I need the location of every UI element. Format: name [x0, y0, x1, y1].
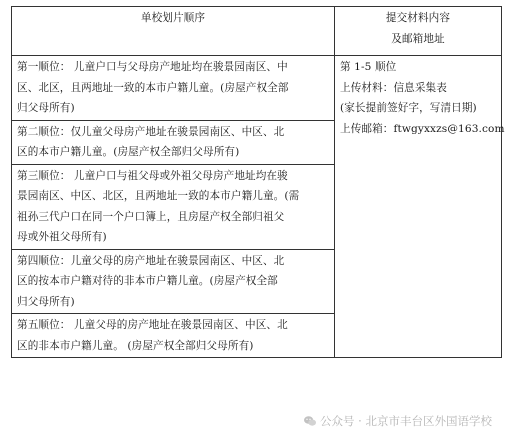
header-order: 单校划片顺序 — [12, 7, 335, 56]
wechat-watermark — [303, 413, 492, 429]
wechat-icon — [303, 414, 317, 428]
order-1-line: 第一顺位： 儿童户口与父母房产地址均在骏景园南区、中 — [17, 61, 288, 73]
materials-cell — [335, 56, 505, 358]
watermark-text: 公众号 · 北京市丰台区外国语学校 — [320, 414, 492, 428]
order-1-cell — [12, 56, 335, 121]
table-row-order-1 — [12, 56, 502, 121]
order-5-line: 第五顺位： 儿童父母的房产地址在骏景园南区、中区、北 — [17, 319, 288, 331]
order-4-line: 归父母所有) — [17, 295, 75, 308]
order-3-line: 景园南区、中区、北区，且两地址一致的本市户籍儿童。(需 — [17, 190, 300, 202]
materials-note: (家长提前签好字，写清日期) — [340, 102, 477, 114]
header-materials — [335, 7, 502, 56]
header-materials-line-2: 及邮箱地址 — [391, 32, 445, 45]
order-1-line: 区、北区，且两地址一致的本市户籍儿童。(房屋产权全部 — [17, 81, 289, 94]
order-4-line: 第四顺位：儿童父母的房产地址在骏景园南区、中区、北 — [17, 254, 285, 267]
order-1-line: 归父母所有) — [17, 102, 75, 114]
order-4-cell — [12, 249, 335, 314]
materials-order-range: 第 1-5 顺位 — [340, 61, 397, 73]
order-2-line: 区的本市户籍儿童。(房屋产权全部归父母所有) — [17, 146, 240, 158]
admission-order-table — [11, 6, 505, 358]
order-2-cell — [12, 120, 335, 164]
order-4-line: 区的按本市户籍对待的非本市户籍儿童。(房屋产权全部 — [17, 275, 278, 287]
order-3-line: 祖孙三代户口在同一个户口簿上，且房屋产权全部归祖父 — [17, 210, 285, 223]
header-materials-line-1: 提交材料内容 — [385, 12, 451, 24]
order-2-line: 第二顺位：仅儿童父母房产地址在骏景园南区、中区、北 — [17, 125, 285, 138]
table-header-row — [12, 7, 502, 56]
order-5-cell — [12, 314, 335, 358]
order-3-cell — [12, 164, 335, 249]
materials-upload-item: 上传材料：信息采集表 — [340, 81, 447, 94]
materials-upload-email: 上传邮箱：ftwgyxxzs@163.com — [340, 122, 505, 135]
order-3-line: 母或外祖父母所有) — [17, 231, 107, 243]
order-5-line: 区的非本市户籍儿童。 (房屋产权全部归父母所有) — [17, 339, 254, 352]
order-3-line: 第三顺位： 儿童户口与祖父母或外祖父母房产地址均在骏 — [17, 169, 288, 182]
